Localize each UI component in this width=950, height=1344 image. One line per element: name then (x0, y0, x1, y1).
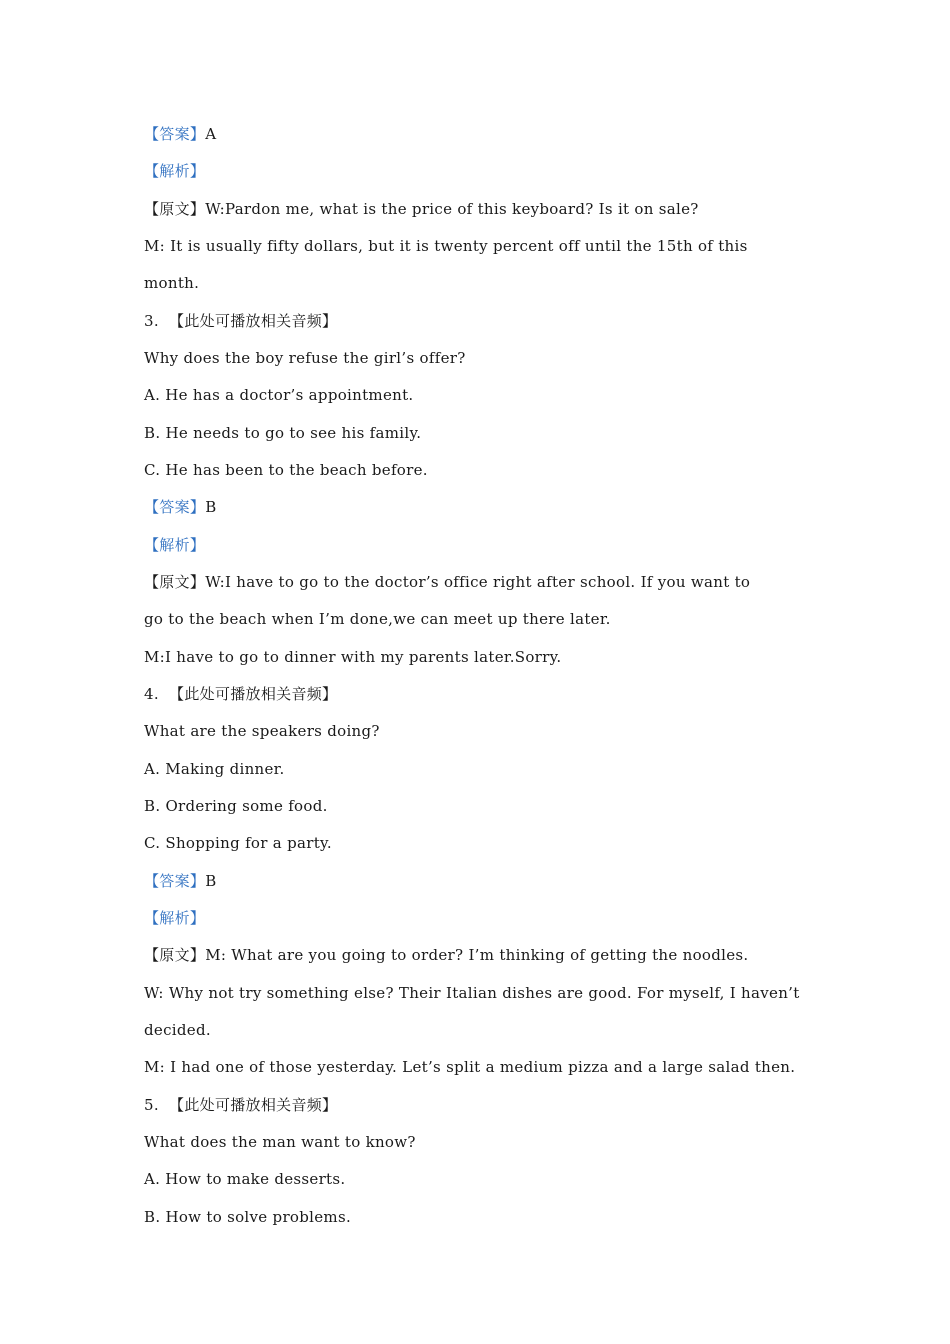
section-label: 【答案】 (144, 498, 206, 516)
document-line (144, 199, 699, 219)
document-line (144, 348, 466, 368)
document-line (144, 1057, 795, 1077)
line-text: W:I have to go to the doctor’s office right after school. If you want to (205, 573, 751, 591)
line-text: M: It is usually fifty dollars, but it is twenty percent off until the 15th of this (144, 237, 748, 255)
section-label: 【答案】 (144, 872, 206, 890)
document-line (144, 311, 337, 331)
document-line (144, 385, 414, 405)
document-line (144, 535, 205, 555)
document-line (144, 759, 285, 779)
document-line (144, 684, 337, 704)
line-text: What are the speakers doing? (144, 722, 380, 740)
line-text: C. Shopping for a party. (144, 834, 332, 852)
document-line (144, 833, 332, 853)
line-text: M: What are you going to order? I’m thinking of getting the noodles. (205, 946, 749, 964)
document-line (144, 236, 748, 256)
document-line (144, 161, 205, 181)
line-text: B. Ordering some food. (144, 797, 328, 815)
line-text: decided. (144, 1021, 211, 1039)
document-line (144, 273, 199, 293)
document-line (144, 1169, 345, 1189)
document-line (144, 983, 800, 1003)
line-text: B. How to solve problems. (144, 1208, 352, 1226)
document-line (144, 647, 561, 667)
document-line (144, 796, 328, 816)
line-text: What does the man want to know? (144, 1133, 416, 1151)
line-text: W:Pardon me, what is the price of this keyboard? Is it on sale? (205, 200, 699, 218)
line-text: go to the beach when I’m done,we can meet up there later. (144, 610, 611, 628)
document-line (144, 1207, 351, 1227)
line-text: 4. 【此处可播放相关音频】 (144, 685, 338, 703)
document-line (144, 945, 749, 965)
document-line (144, 124, 216, 144)
section-label: 【原文】 (144, 573, 206, 591)
line-text: month. (144, 274, 200, 292)
line-text: M: I had one of those yesterday. Let’s split a medium pizza and a large salad then. (144, 1058, 796, 1076)
section-label: 【原文】 (144, 200, 206, 218)
section-label: 【解析】 (144, 536, 206, 554)
line-text: Why does the boy refuse the girl’s offer? (144, 349, 466, 367)
document-line (144, 721, 380, 741)
document-line (144, 1020, 211, 1040)
line-text: M:I have to go to dinner with my parents later.Sorry. (144, 648, 562, 666)
document-line (144, 1095, 337, 1115)
line-text: A. Making dinner. (144, 760, 285, 778)
section-label: 【答案】 (144, 125, 206, 143)
document-line (144, 908, 205, 928)
line-text: A. How to make desserts. (144, 1170, 346, 1188)
section-label: 【原文】 (144, 946, 206, 964)
line-text: B (205, 498, 217, 516)
line-text: 5. 【此处可播放相关音频】 (144, 1096, 338, 1114)
line-text: C. He has been to the beach before. (144, 461, 428, 479)
line-text: A (205, 125, 217, 143)
document-line (144, 423, 421, 443)
line-text: A. He has a doctor’s appointment. (144, 386, 414, 404)
document-line (144, 609, 611, 629)
document-line (144, 497, 217, 517)
document-line (144, 460, 428, 480)
section-label: 【解析】 (144, 909, 206, 927)
line-text: W: Why not try something else? Their Italian dishes are good. For myself, I haven’t (144, 984, 800, 1002)
document-line (144, 572, 750, 592)
document-line (144, 1132, 416, 1152)
section-label: 【解析】 (144, 162, 206, 180)
line-text: B (205, 872, 217, 890)
line-text: 3. 【此处可播放相关音频】 (144, 312, 338, 330)
line-text: B. He needs to go to see his family. (144, 424, 422, 442)
document-line (144, 871, 217, 891)
